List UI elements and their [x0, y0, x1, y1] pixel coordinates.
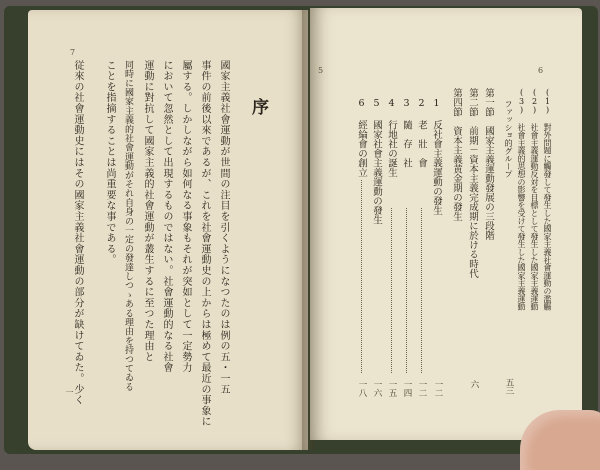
- toc-entry: 第四節 資本主義黄金期の發生: [451, 88, 462, 221]
- right-page-marker-b: 6: [538, 66, 544, 75]
- toc-entry: 第一節 國家主義運動發展の三段階: [483, 88, 494, 240]
- toc-leader-dots: [406, 208, 408, 373]
- toc-entry: 3 隨 存 社: [401, 98, 412, 168]
- toc-page-number: 一八: [357, 380, 367, 397]
- toc-leader-dots: [361, 180, 363, 373]
- preface-column-7: ことを指摘することは尚重要な事である。: [104, 60, 115, 266]
- toc-page-number: 一五: [387, 380, 397, 397]
- toc-entry: 5 國家社會主義運動の發生: [371, 98, 382, 225]
- preface-heading: 序: [248, 98, 268, 115]
- preface-column-2: 事件の前後以來であるが、これを社會運動史の上からは極めて最近の事象に: [199, 60, 210, 428]
- toc-page-number: 一二: [433, 380, 443, 397]
- preface-column-3: 屬する。しかしながら如何なる事象もそれが突如として一定勢力: [180, 60, 191, 374]
- toc-leader-dots: [391, 208, 393, 373]
- toc-entry: (3) 社會主義的思想の影響を受けて發生した國家主義運動: [517, 88, 526, 311]
- left-page-number: 一: [65, 388, 74, 396]
- left-page-marker: 7: [70, 48, 76, 57]
- toc-entry: 4 行地社の誕生: [386, 98, 397, 177]
- toc-entry: 1 反社會主義運動の發生: [431, 98, 442, 215]
- toc-entry: ファッショ的グループ: [504, 100, 513, 179]
- preface-column-4: において忽然として出現するものではない。社會運動的なる社會: [161, 60, 172, 374]
- toc-page-number: 一六: [372, 380, 382, 397]
- preface-column-5: 運動に對抗して國家主義的社會運動が叢生するに至つた理由と: [142, 60, 153, 363]
- preface-column-8: 従來の社會運動史にはその國家主義社會運動の部分が缺けてゐた。少く: [72, 60, 83, 406]
- right-page: [310, 8, 582, 440]
- toc-entry: (1) 對外問題に觸發して發生した國家主義社會運動の濫觴: [543, 88, 552, 311]
- toc-page-number: 一四: [402, 380, 412, 397]
- toc-entry: 第二節 前期－資本主義完成期に於ける時代: [467, 88, 478, 278]
- toc-entry: 6 經綸會の創立: [356, 98, 367, 177]
- toc-page-number: 一二: [417, 380, 427, 397]
- toc-page-number: 六: [469, 380, 479, 389]
- right-page-marker-a: 5: [318, 66, 324, 75]
- toc-entry: 2 老 壯 會: [416, 98, 427, 168]
- preface-column-1: 國家主義社會運動が世間の注目を引くようになつたのは例の五・一五: [218, 60, 229, 395]
- toc-leader-dots: [421, 208, 423, 373]
- left-page: [28, 10, 308, 450]
- toc-page-number: 五三: [504, 378, 514, 395]
- toc-entry: (2) 社會主義運動反対を目標として發生した國家主義運動: [530, 88, 539, 311]
- preface-column-6: 同時に國家主義的社會運動がそれ自身の一定の發達しつゝある理由を持つてゐる: [123, 60, 133, 392]
